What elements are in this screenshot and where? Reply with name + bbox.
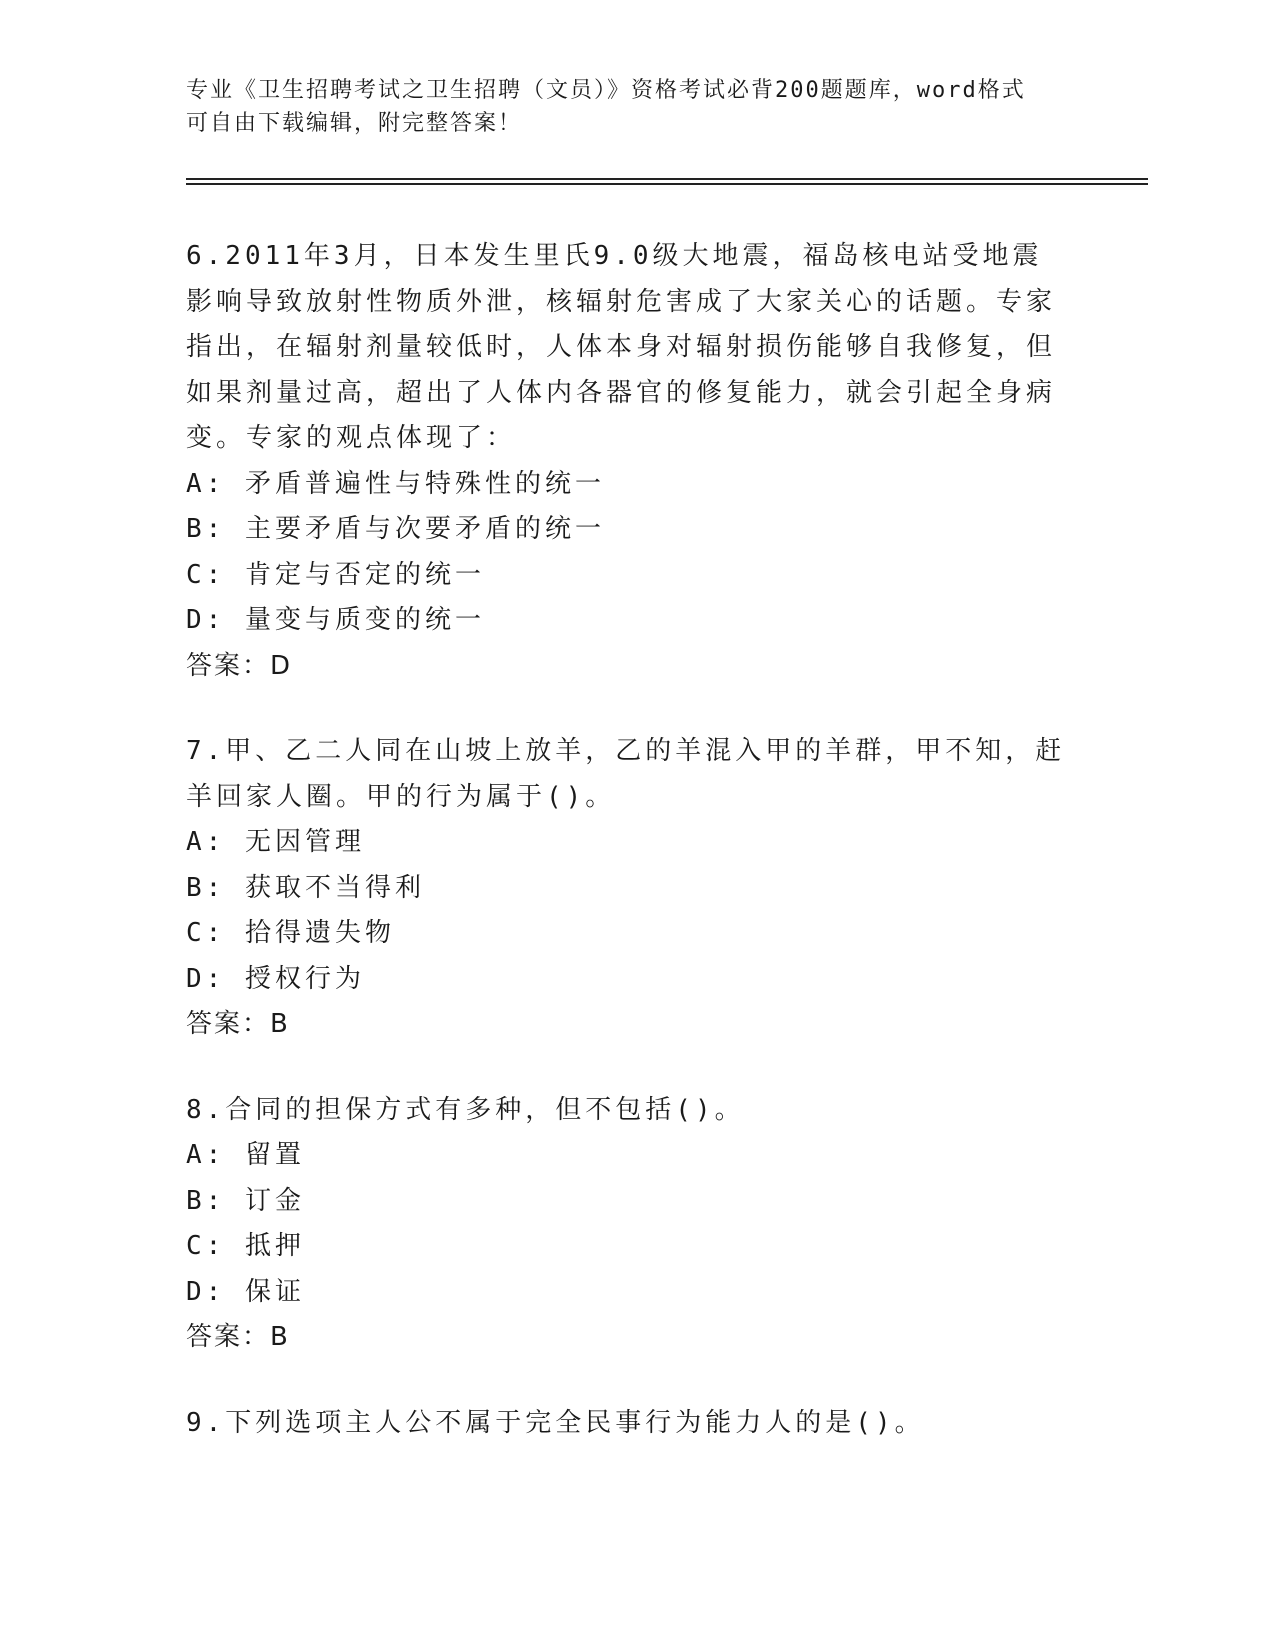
option-a: A: 无因管理: [186, 827, 365, 857]
question-6: [186, 234, 1066, 689]
option-b: B: 订金: [186, 1185, 305, 1216]
question-list: [186, 234, 1066, 1486]
header-divider-top: [186, 178, 1148, 180]
question-text: 6.2011年3月，日本发生里氏9.0级大地震，福岛核电站受地震影响导致放射性物质外泄，核辐射危害成了大家关心的话题。专家指出，在辐射剂量较低时，人体本身对辐射损伤能够自我修复，但如果剂量过高，超出了人体内各器官的修复能力，就会引起全身病变。专家的观点体现了：: [186, 241, 1057, 453]
option-c: C: 肯定与否定的统一: [186, 559, 485, 590]
option-d: D: 量变与质变的统一: [186, 605, 485, 635]
option-d: D: 保证: [186, 1276, 305, 1307]
question-text: 9.下列选项主人公不属于完全民事行为能力人的是()。: [186, 1407, 925, 1438]
answer: 答案：D: [186, 650, 293, 681]
header-line-1: 专业《卫生招聘考试之卫生招聘（文员）》资格考试必背200题题库，word格式: [186, 78, 1026, 103]
question-9: [186, 1401, 1066, 1447]
option-a: A: 留置: [186, 1140, 305, 1170]
header-line-2: 可自由下载编辑，附完整答案！: [186, 111, 523, 136]
question-text: 8.合同的担保方式有多种，但不包括()。: [186, 1094, 745, 1125]
answer: 答案：B: [186, 1322, 290, 1352]
header-divider-bottom: [186, 183, 1148, 185]
question-8: [186, 1088, 1066, 1361]
option-c: C: 拾得遗失物: [186, 918, 395, 948]
question-7: [186, 729, 1066, 1048]
option-c: C: 抵押: [186, 1231, 305, 1261]
option-d: D: 授权行为: [186, 963, 365, 994]
answer: 答案：B: [186, 1009, 290, 1039]
document-header: [186, 74, 1066, 140]
option-a: A: 矛盾普遍性与特殊性的统一: [186, 468, 605, 499]
option-b: B: 主要矛盾与次要矛盾的统一: [186, 514, 605, 544]
question-text: 7.甲、乙二人同在山坡上放羊，乙的羊混入甲的羊群，甲不知，赶羊回家人圈。甲的行为属于()。: [186, 736, 1066, 812]
option-b: B: 获取不当得利: [186, 872, 425, 903]
